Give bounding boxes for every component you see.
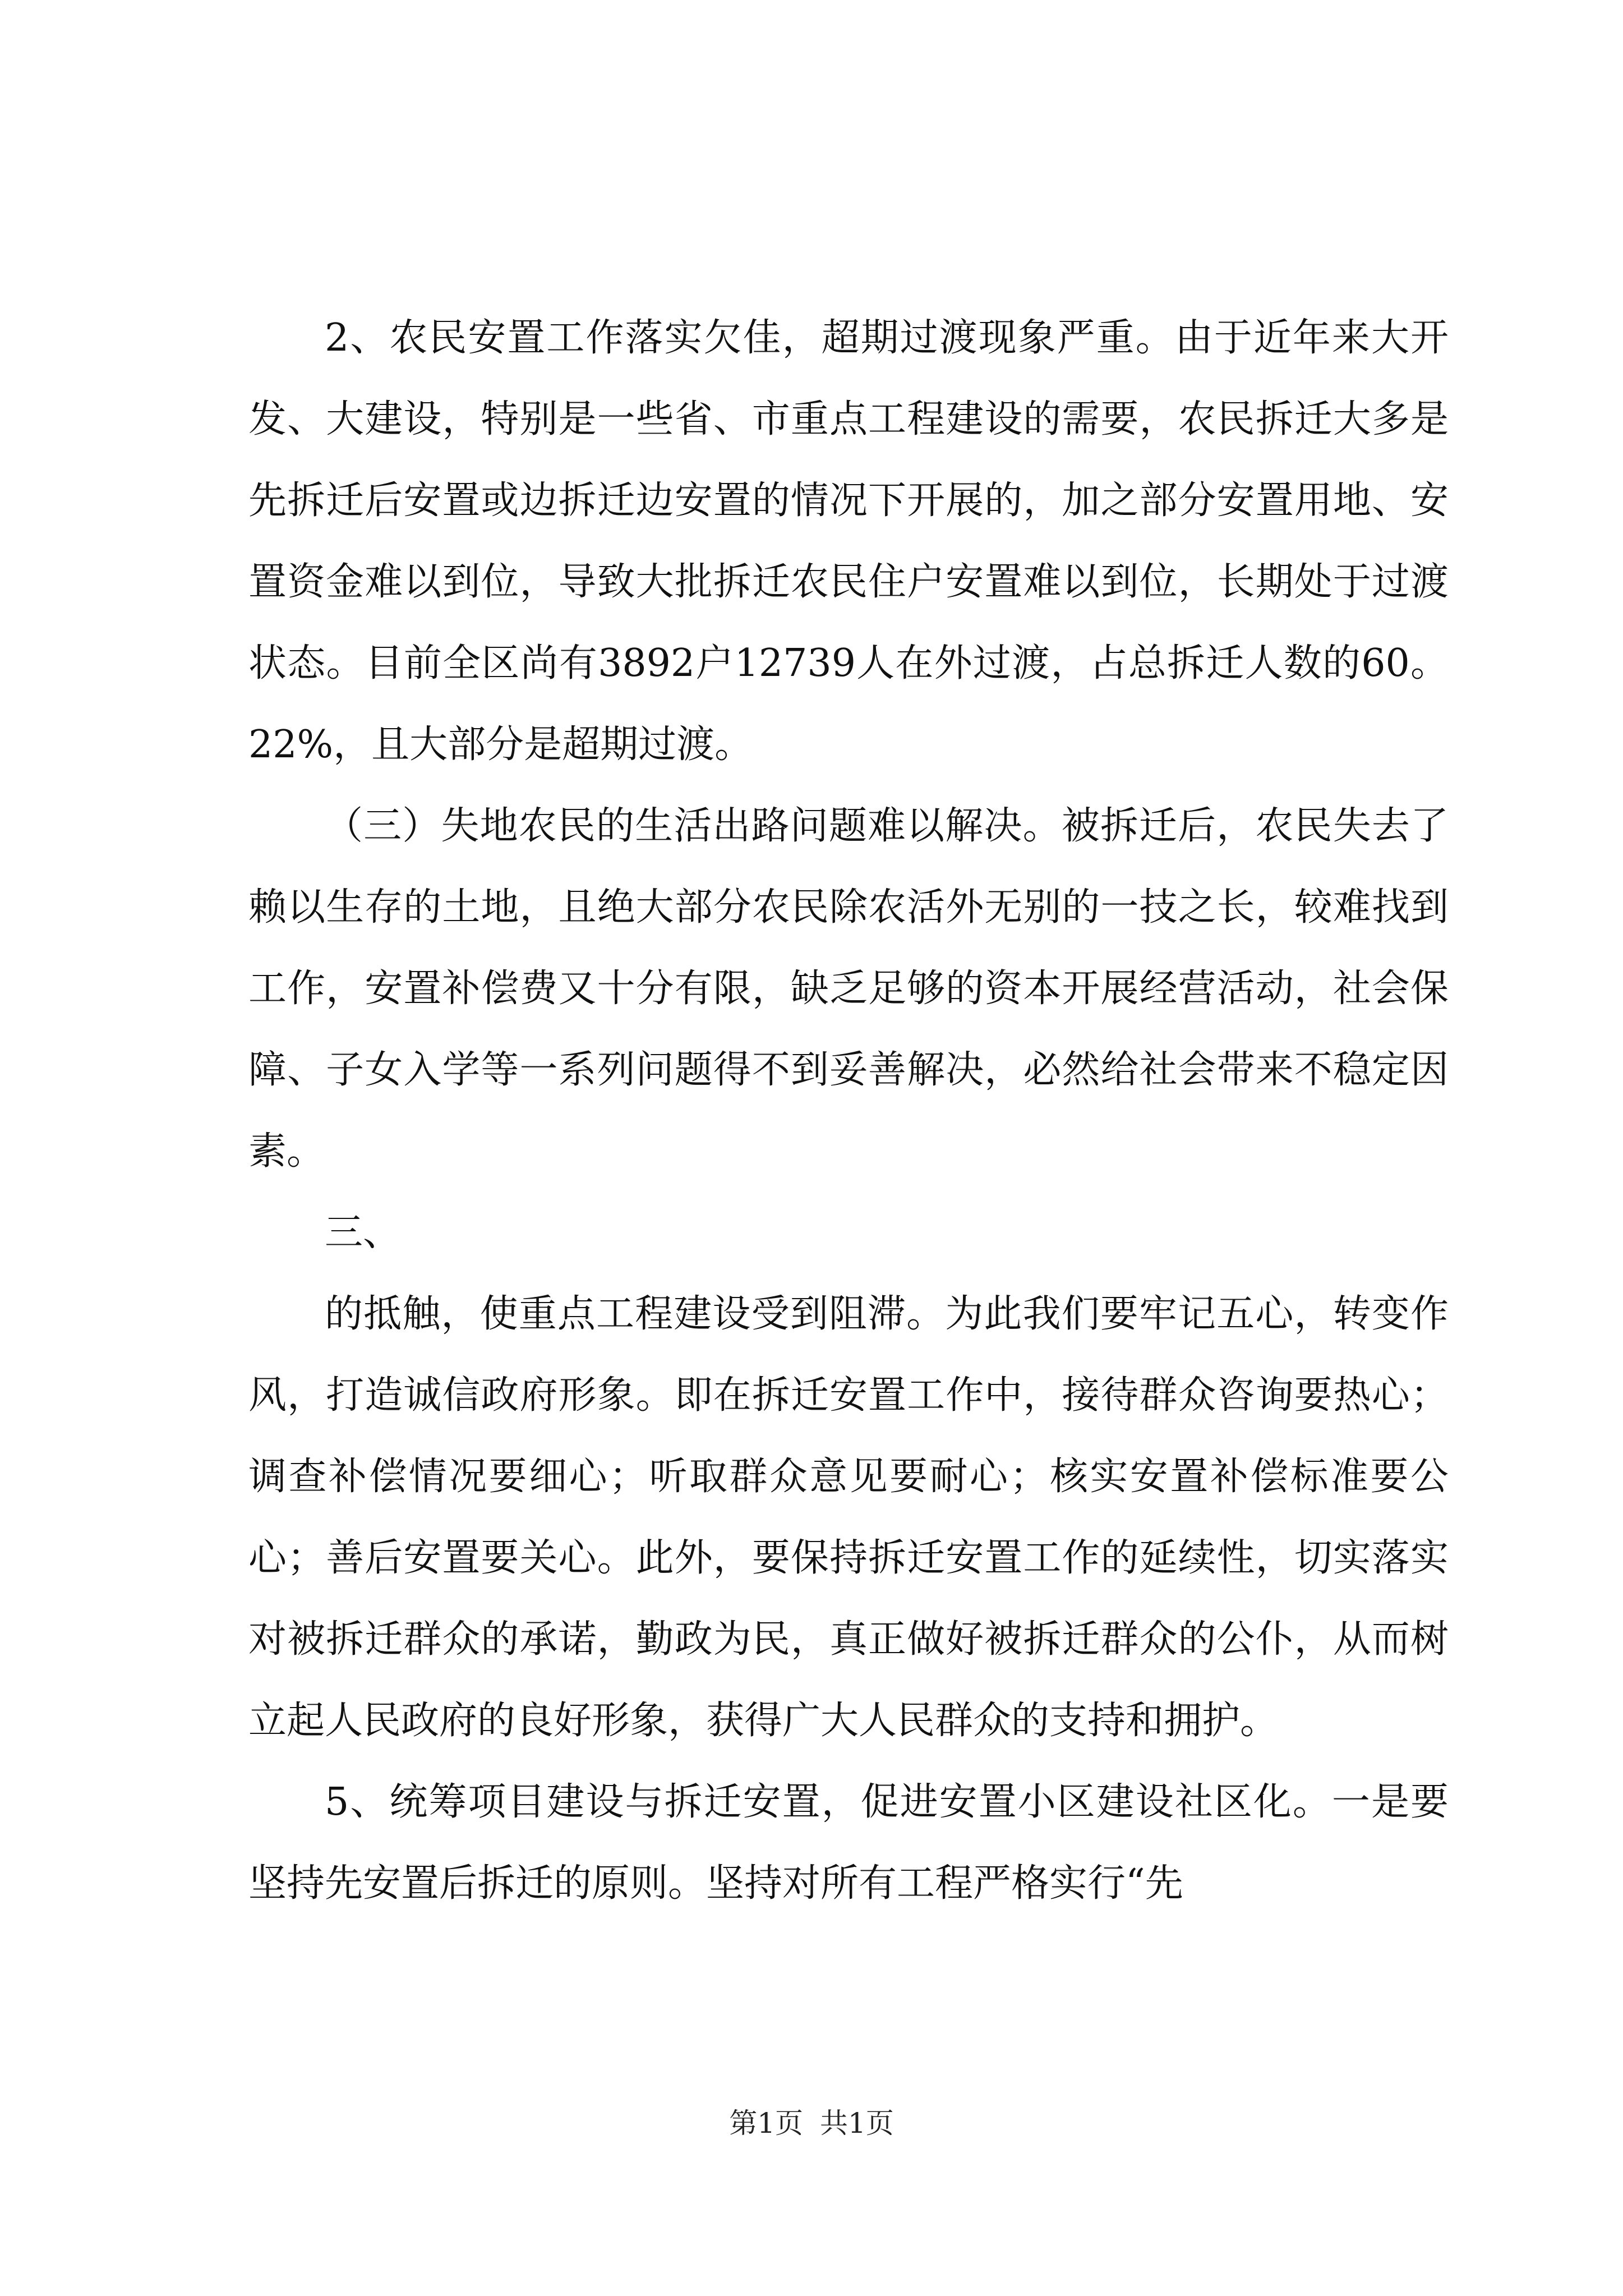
document-body [248, 297, 1449, 1924]
page-footer: 第1页 共1页 [729, 2107, 894, 2139]
paragraph-project-coordination: 5、统筹项目建设与拆迁安置，促进安置小区建设社区化。一是要坚持先安置后拆迁的原则。坚持对所有工程严格实行“先 [248, 1780, 1449, 1906]
paragraph-government-image: 的抵触，使重点工程建设受到阻滞。为此我们要牢记五心，转变作风，打造诚信政府形象。即在拆迁安置工作中，接待群众咨询要热心；调查补偿情况要细心；听取群众意见要耐心；核实安置补偿标准要公心；善后安置要关心。此外，要保持拆迁安置工作的延续性，切实落实对被拆迁群众的承诺，勤政为民，真正做好被拆迁群众的公仆，从而树立起人民政府的良好形象，获得广大人民群众的支持和拥护。 [248, 1292, 1449, 1743]
section-heading-three: 三、 [325, 1211, 402, 1255]
paragraph-livelihood-problem: （三）失地农民的生活出路问题难以解决。被拆迁后，农民失去了赖以生存的土地，且绝大部分农民除农活外无别的一技之长，较难找到工作，安置补偿费又十分有限，缺乏足够的资本开展经营活动，社会保障、子女入学等一系列问题得不到妥善解决，必然给社会带来不稳定因素。 [248, 804, 1449, 1174]
paragraph-farmer-resettlement: 2、农民安置工作落实欠佳，超期过渡现象严重。由于近年来大开发、大建设，特别是一些省、市重点工程建设的需要，农民拆迁大多是先拆迁后安置或边拆迁边安置的情况下开展的，加之部分安置用地、安置资金难以到位，导致大批拆迁农民住户安置难以到位，长期处于过渡状态。目前全区尚有3892户12739人在外过渡，占总拆迁人数的60。22%，且大部分是超期过渡。 [248, 316, 1449, 767]
